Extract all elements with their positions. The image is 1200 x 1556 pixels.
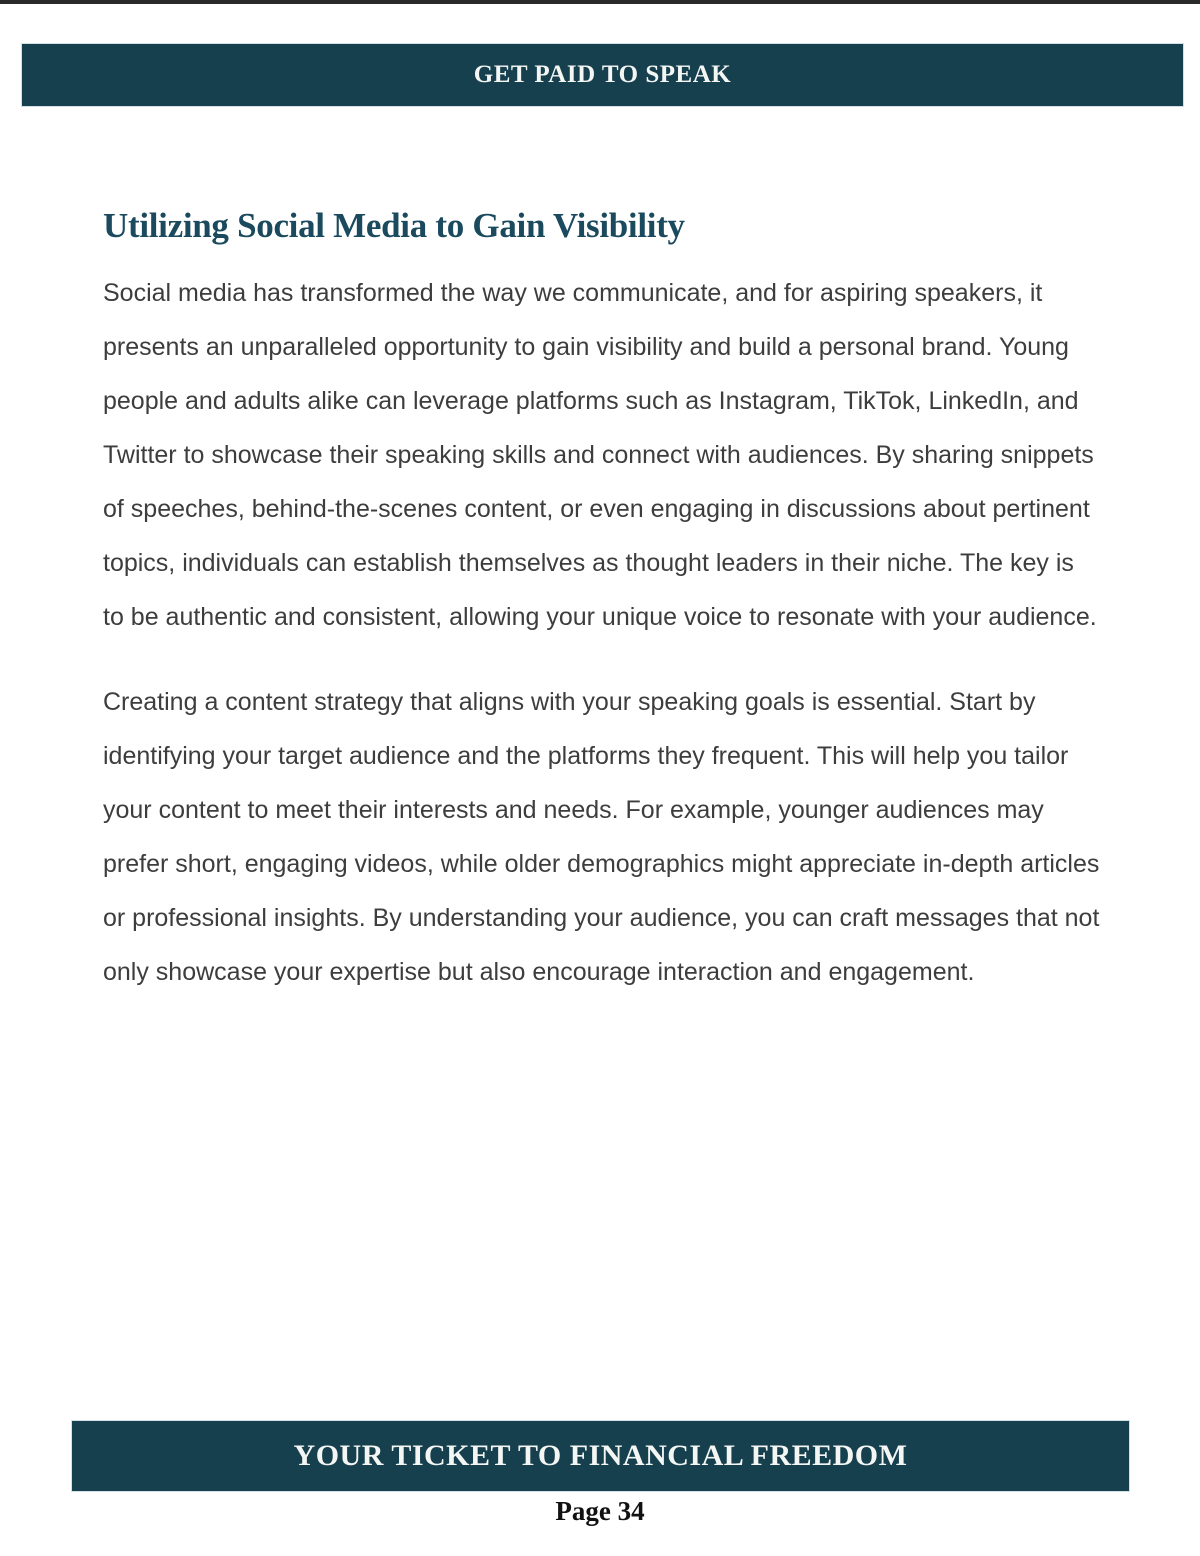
- section-heading: Utilizing Social Media to Gain Visibility: [103, 206, 685, 245]
- paragraph-2: Creating a content strategy that aligns with your speaking goals is essential. Start by identifying your target audience and the platforms they frequent. This will help you tailor your content to meet their interests and needs. For example, younger audiences may prefer short, engaging videos, while older demographics might appreciate in-depth articles or professional insights. By understanding your audience, you can craft messages that not only showcase your expertise but also encourage interaction and engagement.: [103, 688, 1100, 986]
- footer-banner-title: YOUR TICKET TO FINANCIAL FREEDOM: [293, 1439, 908, 1472]
- header-banner-title: GET PAID TO SPEAK: [473, 61, 732, 88]
- paragraph-1: Social media has transformed the way we communicate, and for aspiring speakers, it presents an unparalleled opportunity to gain visibility and build a personal brand. Young people and adults alike can leverage platforms such as Instagram, TikTok, LinkedIn, and Twitter to showcase their speaking skills and connect with audiences. By sharing snippets of speeches, behind-the-scenes content, or even engaging in discussions about pertinent topics, individuals can establish themselves as thought leaders in their niche. The key is to be authentic and consistent, allowing your unique voice to resonate with your audience.: [103, 279, 1097, 631]
- page-number: Page 34: [555, 1496, 645, 1526]
- body-text-block: [103, 266, 1101, 999]
- top-border-strip: [0, 0, 1200, 4]
- header-banner: [22, 44, 1183, 106]
- footer-banner: [72, 1421, 1129, 1491]
